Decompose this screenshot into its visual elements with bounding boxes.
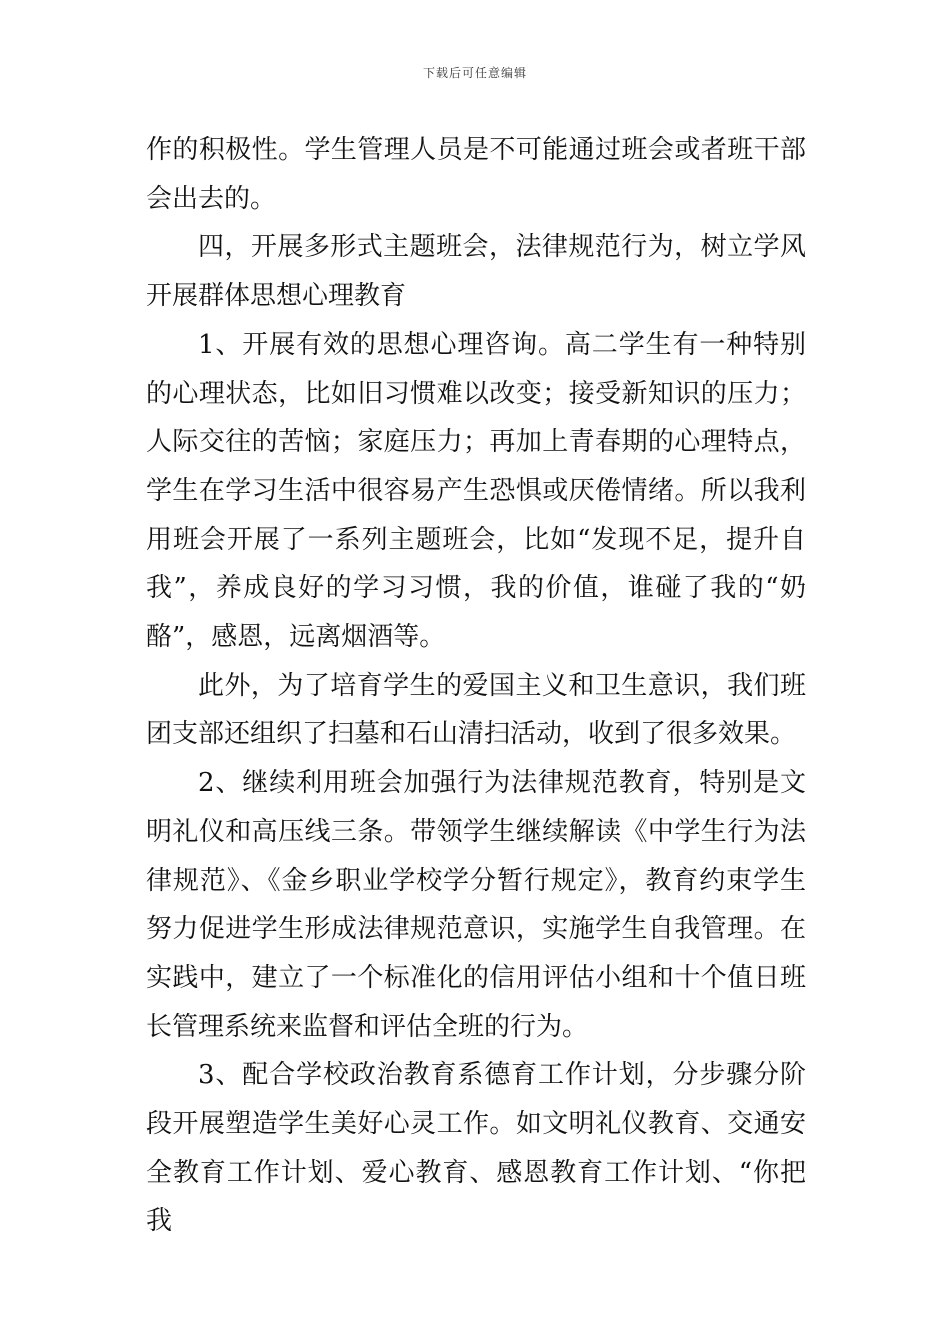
document-body [146, 126, 806, 1246]
paragraph-5: 2、继续利用班会加强行为法律规范教育，特别是文明礼仪和高压线三条。带领学生继续解读《中学生行为法律规范》、《金乡职业学校学分暂行规定》，教育约束学生努力促进学生形成法律规范意识，实施学生自我管理。在实践中，建立了一个标准化的信用评估小组和十个值日班长管理系统来监督和评估全班的行为。 [146, 768, 806, 1042]
page-header: 下载后可任意编辑 [422, 66, 527, 80]
paragraph-3: 1、开展有效的思想心理咨询。高二学生有一种特别的心理状态，比如旧习惯难以改变；接受新知识的压力；人际交往的苦恼；家庭压力；再加上青春期的心理特点，学生在学习生活中很容易产生恐惧或厌倦情绪。所以我利用班会开展了一系列主题班会，比如“发现不足，提升自我”，养成良好的学习习惯，我的价值，谁碰了我的“奶酪”，感恩，远离烟酒等。 [146, 329, 806, 653]
paragraph-1: 作的积极性。学生管理人员是不可能通过班会或者班干部会出去的。 [146, 135, 806, 214]
paragraph-4: 此外，为了培育学生的爱国主义和卫生意识，我们班团支部还组织了扫墓和石山清扫活动，收到了很多效果。 [146, 670, 806, 750]
paragraph-2: 四，开展多形式主题班会，法律规范行为，树立学风开展群体思想心理教育 [146, 232, 806, 312]
paragraph-6: 3、配合学校政治教育系德育工作计划，分步骤分阶段开展塑造学生美好心灵工作。如文明礼仪教育、交通安全教育工作计划、爱心教育、感恩教育工作计划、“你把我 [146, 1060, 806, 1237]
